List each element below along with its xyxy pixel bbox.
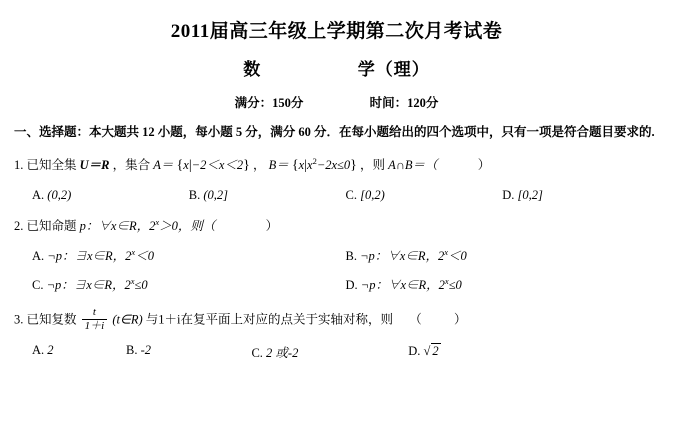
option-value: (0,2) xyxy=(47,187,72,202)
option-row-item[interactable] xyxy=(32,275,346,293)
option-tail: ＜0 xyxy=(448,249,467,264)
question-1-ask-close: ） xyxy=(477,158,491,173)
question-1-set-b-lead: B＝ xyxy=(268,158,289,173)
option-row-item[interactable] xyxy=(502,188,659,203)
option-value: [0,2) xyxy=(360,187,385,202)
option-value: 2 或-2 xyxy=(266,346,299,361)
question-1-comma: ， xyxy=(253,158,266,173)
question-3-ask-close: ） xyxy=(454,312,467,327)
option-label: B. xyxy=(126,343,138,358)
question-1-brace-close-a: } xyxy=(243,158,250,174)
question-1-set-b-var: x xyxy=(298,158,305,173)
option-label: A. xyxy=(32,249,45,264)
question-1-set-b-exponent: 2 xyxy=(312,156,317,167)
question-1-brace-open-a: { xyxy=(176,158,184,174)
option-row-item[interactable] xyxy=(126,343,251,361)
time-limit-label: 时间：120分 xyxy=(369,96,439,110)
subject-right: 学（理） xyxy=(357,60,430,79)
question-3-number: 3. xyxy=(14,312,24,327)
fraction-numerator: t xyxy=(92,306,96,319)
question-2-ask-close: ） xyxy=(265,218,279,233)
option-tail: ≤0 xyxy=(448,278,462,293)
option-exponent: x xyxy=(130,276,135,287)
question-1-ask: A∩B＝（ xyxy=(388,158,438,173)
option-label: B. xyxy=(188,187,201,202)
option-value: (0,2] xyxy=(203,187,228,202)
question-1-prefix: 已知全集 xyxy=(26,158,77,173)
question-3 xyxy=(14,306,659,332)
question-1-set-a-var: x xyxy=(183,158,189,173)
question-2-options-row-2 xyxy=(14,275,659,293)
option-value: ¬p：∃x∈R，2 xyxy=(47,249,132,264)
question-2-proposition: p：∀x∈R，2 xyxy=(79,218,156,233)
question-1-mid: ，集合 xyxy=(112,158,151,173)
option-row-item[interactable] xyxy=(32,188,189,203)
option-label: A. xyxy=(32,187,45,202)
option-row-item[interactable] xyxy=(346,246,660,264)
question-3-options xyxy=(14,343,659,361)
option-row-item[interactable] xyxy=(32,343,126,361)
option-tail: ≤0 xyxy=(134,278,148,293)
question-2-options-row-1 xyxy=(14,246,659,264)
option-label: C. xyxy=(32,278,44,293)
option-row-item[interactable] xyxy=(251,343,408,361)
sqrt-icon: √ xyxy=(423,344,431,359)
option-value: 2 xyxy=(47,343,54,358)
question-1 xyxy=(14,155,659,176)
option-label: D. xyxy=(408,344,421,359)
section-one-heading: 一、选择题：本大题共 12 小题，每小题 5 分，满分 60 分．在每小题给出的四个选项中，只有一项是符合题目要求的. xyxy=(14,125,655,139)
option-tail: ＜0 xyxy=(135,249,154,264)
option-value: -2 xyxy=(140,343,152,358)
question-2-proposition-tail: ＞0，则（ xyxy=(159,218,216,233)
question-1-set-a-lead: A＝ xyxy=(153,158,174,173)
question-1-tail: ，则 xyxy=(360,158,386,173)
fraction-denominator: 1＋i xyxy=(82,319,108,332)
option-label: D. xyxy=(345,278,358,293)
question-3-lead: 已知复数 xyxy=(26,312,77,327)
option-row-item[interactable] xyxy=(346,188,503,203)
question-2-number: 2. xyxy=(14,218,24,233)
total-score-label: 满分：150分 xyxy=(234,96,304,110)
option-label: D. xyxy=(502,187,515,202)
page-title: 2011届高三年级上学期第二次月考试卷 xyxy=(170,21,503,42)
subject-line xyxy=(14,55,659,80)
question-1-bar-b: | xyxy=(304,158,308,174)
question-3-fraction xyxy=(82,306,108,332)
question-3-ask: （ xyxy=(409,312,422,327)
question-1-set-b-cond-1: x xyxy=(307,158,313,173)
question-1-set-u: U＝R xyxy=(79,158,110,173)
option-value: 2 xyxy=(432,344,439,359)
option-label: B. xyxy=(345,249,357,264)
option-exponent: x xyxy=(131,247,136,258)
option-row-item[interactable] xyxy=(408,343,565,361)
option-row-item[interactable] xyxy=(189,188,346,203)
option-exponent: x xyxy=(444,276,449,287)
question-2 xyxy=(14,216,659,236)
option-label: C. xyxy=(345,187,357,202)
question-1-brace-close-b: } xyxy=(350,158,357,174)
question-2-proposition-exponent: x xyxy=(155,216,160,227)
option-label: A. xyxy=(32,343,45,358)
question-1-bar-a: | xyxy=(188,158,192,174)
option-row-item[interactable] xyxy=(32,246,346,264)
question-1-number: 1. xyxy=(14,158,24,173)
option-exponent: x xyxy=(444,247,448,258)
question-3-mid: 与1＋i在复平面上对应的点关于实轴对称，则 xyxy=(145,312,394,327)
option-label: C. xyxy=(251,346,263,361)
option-value: ¬p：∃x∈R，2 xyxy=(46,278,131,293)
question-1-set-a-cond: −2＜x＜2 xyxy=(191,158,244,173)
option-value: [0,2] xyxy=(517,187,543,202)
exam-meta-line xyxy=(14,93,659,111)
option-value: ¬p：∀x∈R，2 xyxy=(360,249,445,264)
question-1-options xyxy=(14,188,659,203)
option-row-item[interactable] xyxy=(346,275,660,293)
option-value: ¬p：∀x∈R，2 xyxy=(360,278,445,293)
subject-left: 数 xyxy=(243,60,262,79)
question-2-lead: 已知命题 xyxy=(26,218,77,233)
question-1-set-b-cond-2: −2x≤0 xyxy=(316,158,351,173)
question-1-brace-open-b: { xyxy=(291,158,299,174)
question-3-condition: (t∈R) xyxy=(112,312,143,327)
